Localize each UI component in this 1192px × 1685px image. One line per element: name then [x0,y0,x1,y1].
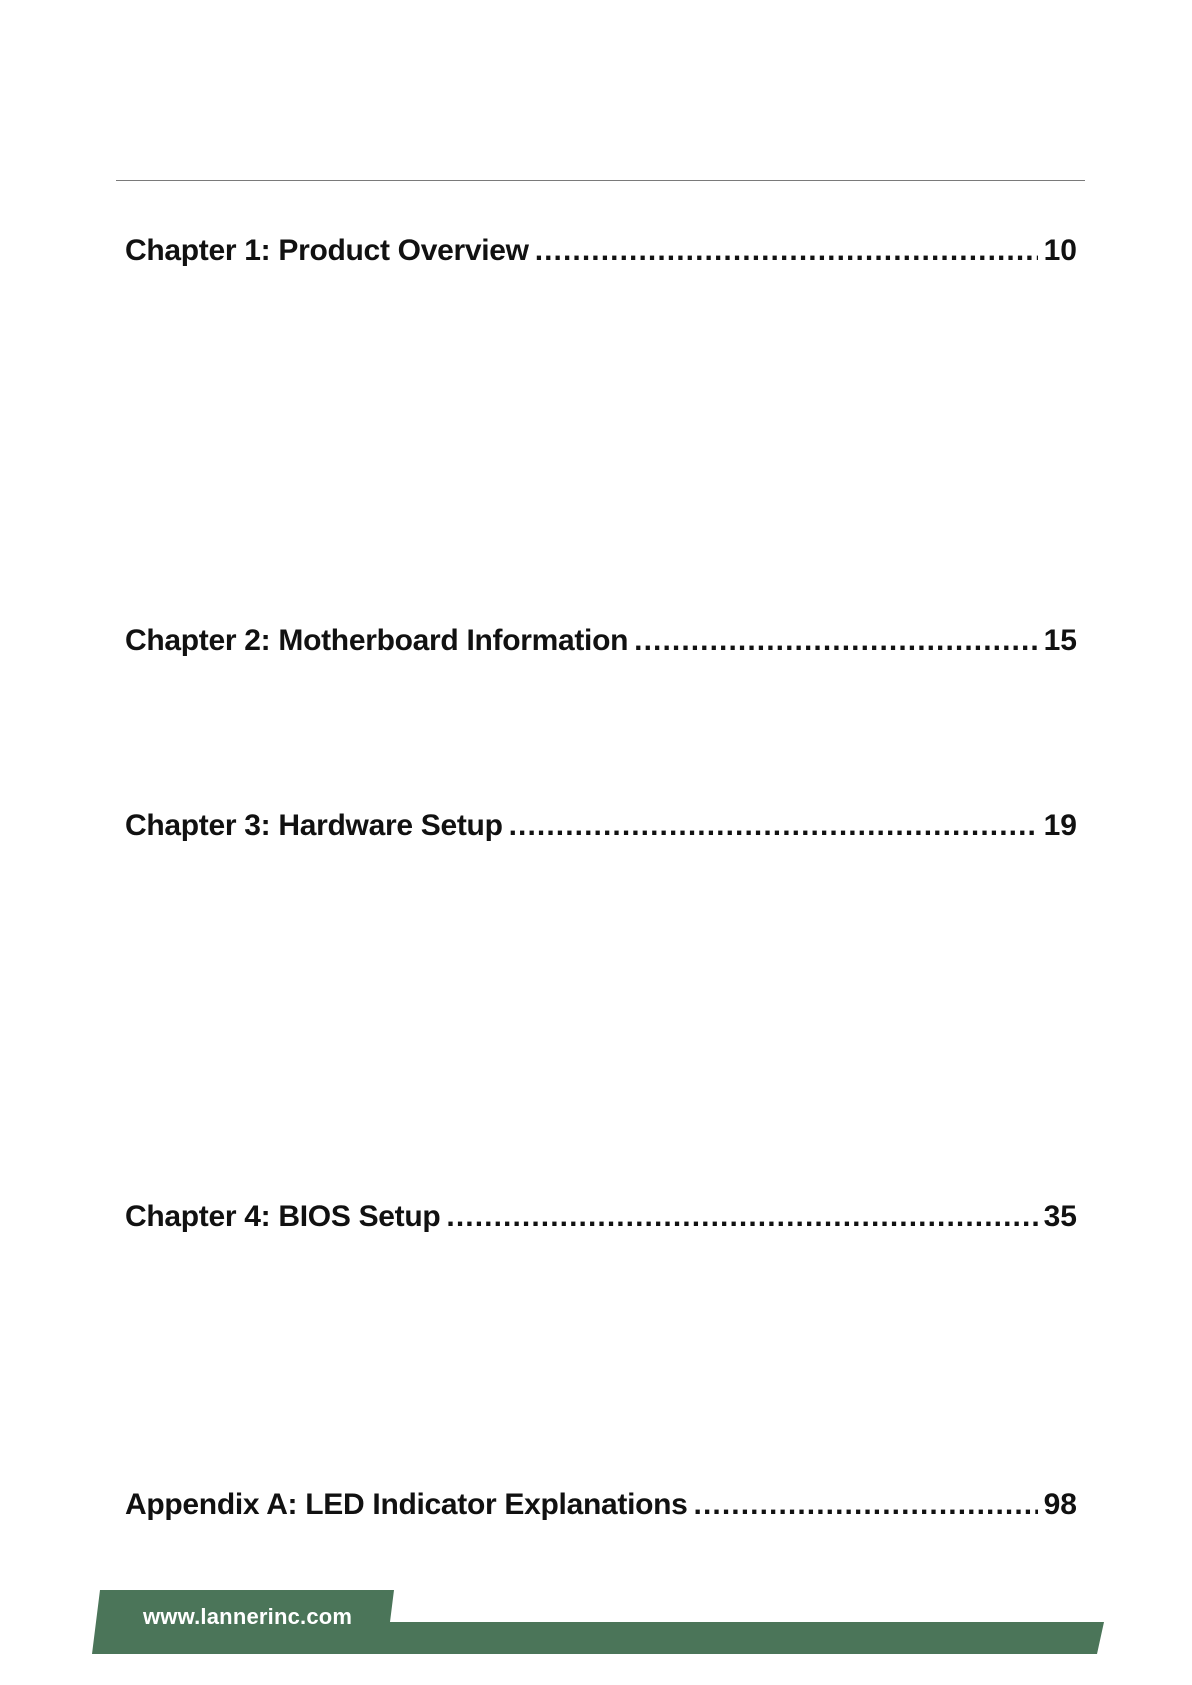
toc-page-number: 10 [1043,234,1077,267]
toc-page-number: 15 [1043,624,1077,657]
toc-page-number: 35 [1043,1200,1077,1233]
footer-website-link[interactable]: www.lannerinc.com [143,1604,353,1629]
toc-entry-chapter-3[interactable] [125,809,1077,849]
toc-dot-leader [509,809,1038,843]
toc-entry-title: Chapter 4: BIOS Setup [125,1200,441,1233]
toc-entry-title: Appendix A: LED Indicator Explanations [125,1488,688,1521]
toc-entry-title: Chapter 3: Hardware Setup [125,809,503,842]
toc-dot-leader [694,1488,1038,1522]
toc-entry-appendix-a[interactable] [125,1488,1077,1528]
toc-entry-chapter-2[interactable] [125,624,1077,664]
toc-page-number: 98 [1043,1488,1077,1521]
toc-entry-title: Chapter 1: Product Overview [125,234,529,267]
toc-entry-title: Chapter 2: Motherboard Information [125,624,629,657]
toc-dot-leader [446,1200,1037,1234]
toc-dot-leader [535,234,1038,268]
toc-entry-chapter-4[interactable] [125,1200,1077,1240]
toc-page-number: 19 [1043,809,1077,842]
header-divider [116,180,1085,181]
toc-dot-leader [634,624,1037,658]
toc-entry-chapter-1[interactable] [125,234,1077,274]
